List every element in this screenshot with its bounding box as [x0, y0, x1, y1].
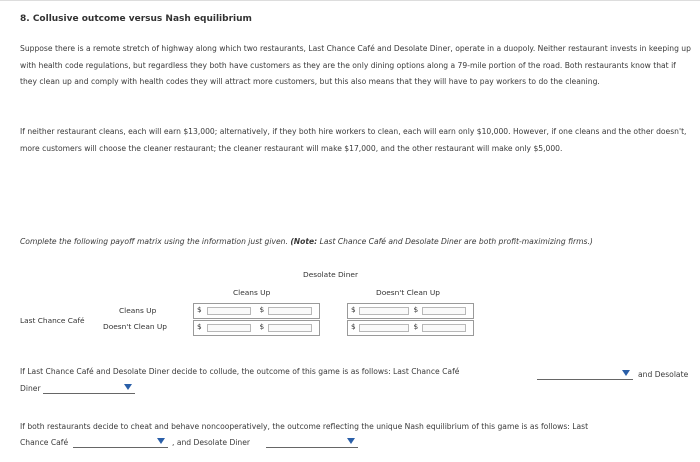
scenario-paragraph: Suppose there is a remote stretch of highway along which two restaurants, Last Chance Café and Desolate Diner, operate in a duopoly. Neither restaurant invests in keeping up with health code regulations, but regardless they both have customers as they are the only dining options along a 79-mile portion of the road. Both restaurants know that if they clean up and comply with health codes they will attract more customers, but this also means that they will have to pay workers to do the cleaning.	[20, 44, 691, 86]
row-header-cleans-up: Cleans Up	[119, 306, 157, 315]
column-player-label: Desolate Diner	[303, 270, 359, 279]
payoff-cell-noclean-clean	[193, 320, 320, 336]
col-header-doesnt-clean: Doesn't Clean Up	[376, 288, 440, 297]
nash-lcc-dropdown[interactable]	[73, 434, 168, 448]
instruction-note-label: (Note:	[290, 237, 318, 246]
collusion-question-text: If Last Chance Café and Desolate Diner decide to collude, the outcome of this game is as follows: Last Chance Café	[20, 367, 460, 376]
chevron-down-icon	[124, 384, 132, 390]
chevron-down-icon	[157, 438, 165, 444]
col-payoff-input[interactable]: $	[260, 322, 319, 334]
nash-question-lcc-label: Chance Café	[20, 438, 69, 447]
row-header-doesnt-clean: Doesn't Clean Up	[103, 322, 167, 331]
row-payoff-input[interactable]: $	[351, 322, 406, 334]
col-payoff-input[interactable]: $	[414, 305, 473, 317]
payoff-cell-noclean-noclean	[347, 320, 474, 336]
payoff-cell-clean-noclean	[347, 303, 474, 319]
nash-question-dd-label: , and Desolate Diner	[172, 438, 251, 447]
nash-dd-dropdown[interactable]	[266, 434, 358, 448]
chevron-down-icon	[347, 438, 355, 444]
payoff-paragraph: If neither restaurant cleans, each will earn $13,000; alternatively, if they both hire workers to clean, each will earn only $10,000. However, if one cleans and the other doesn't, more customers will choose the cleaner restaurant; the cleaner restaurant will make $17,000, and the other restaurant will make only $5,000.	[20, 127, 687, 153]
instruction-note: Last Chance Café and Desolate Diner are both profit-maximizing firms.)	[317, 237, 593, 246]
instruction-text	[20, 237, 593, 246]
col-payoff-input[interactable]: $	[260, 305, 319, 317]
row-payoff-input[interactable]: $	[351, 305, 406, 317]
row-player-label: Last Chance Café	[20, 316, 85, 325]
question-title: 8. Collusive outcome versus Nash equilibrium	[20, 14, 252, 24]
row-payoff-input[interactable]: $	[197, 322, 252, 334]
nash-question-text: If both restaurants decide to cheat and behave noncooperatively, the outcome reflecting the unique Nash equilibrium of this game is as follows: Last	[20, 422, 589, 431]
chevron-down-icon	[622, 370, 630, 376]
instruction-main: Complete the following payoff matrix using the information just given.	[20, 237, 291, 246]
collusion-lcc-dropdown[interactable]	[537, 366, 633, 380]
row-payoff-input[interactable]: $	[197, 305, 252, 317]
collusion-dd-dropdown[interactable]	[43, 380, 135, 394]
top-divider	[0, 0, 700, 1]
col-header-cleans-up: Cleans Up	[233, 288, 271, 297]
col-payoff-input[interactable]: $	[414, 322, 473, 334]
collusion-question-middle: and Desolate	[638, 370, 689, 379]
collusion-question-diner: Diner	[20, 384, 41, 393]
payoff-cell-clean-clean	[193, 303, 320, 319]
